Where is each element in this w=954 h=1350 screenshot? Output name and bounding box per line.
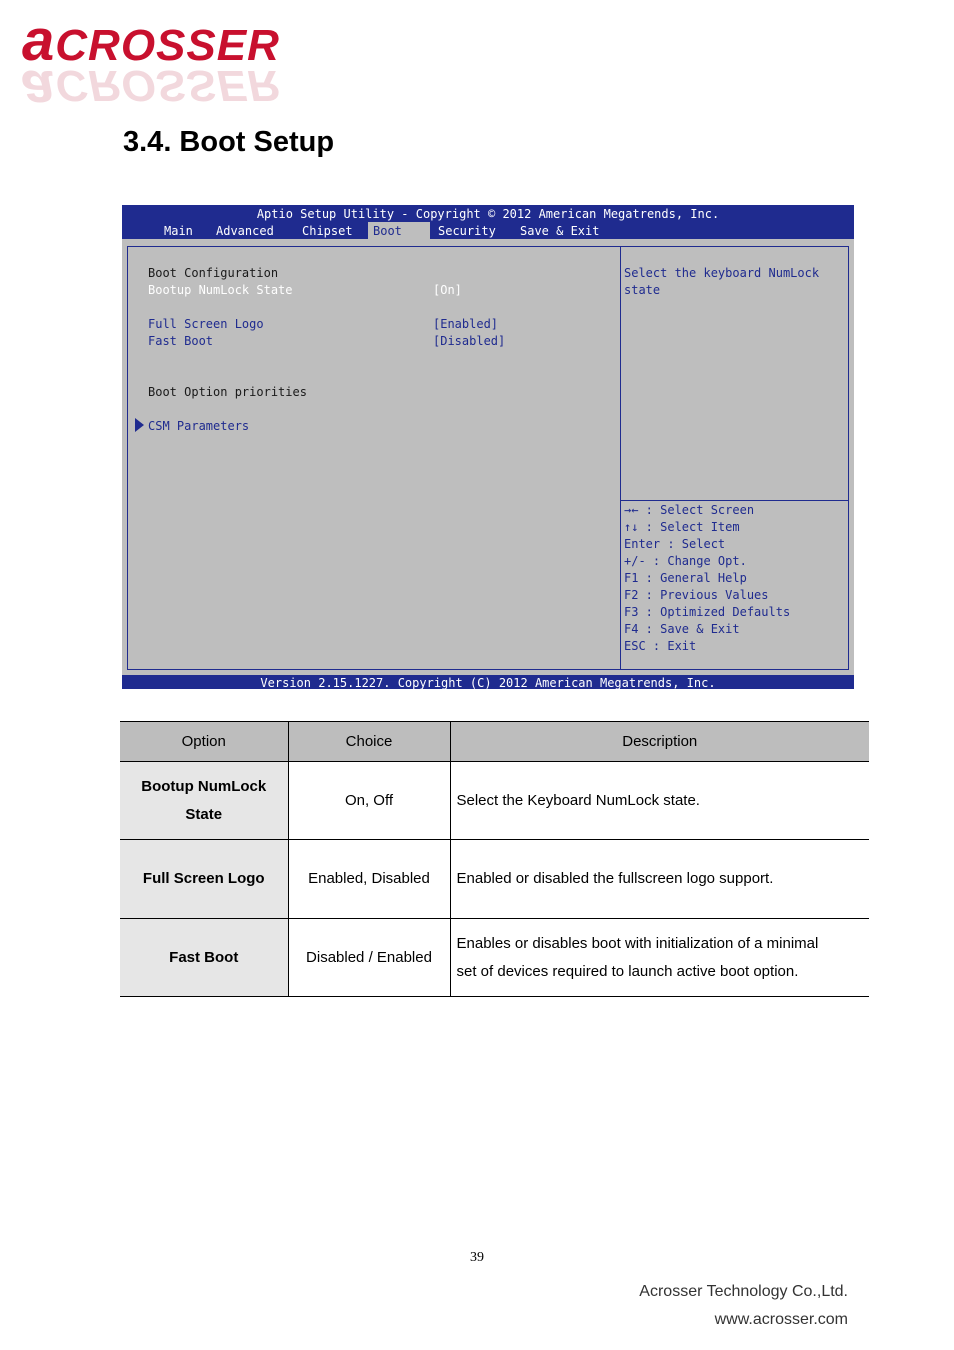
- bios-divider-vertical: [620, 247, 621, 669]
- tab-advanced[interactable]: Advanced: [216, 224, 274, 238]
- item-full-screen-logo[interactable]: Full Screen Logo: [148, 317, 264, 331]
- key-hint: F2 : Previous Values: [624, 588, 769, 602]
- key-hint: +/- : Change Opt.: [624, 554, 747, 568]
- page-number: 39: [470, 1250, 484, 1265]
- option-cell: Fast Boot: [120, 919, 288, 997]
- key-hint: F1 : General Help: [624, 571, 747, 585]
- company-footer: [639, 1278, 848, 1334]
- help-text-line: Select the keyboard NumLock: [624, 266, 820, 280]
- company-logo: [18, 8, 308, 123]
- description-cell: Enabled or disabled the fullscreen logo support.: [450, 840, 869, 919]
- option-cell: Bootup NumLock State: [120, 762, 288, 840]
- header-description: Description: [450, 722, 869, 762]
- tab-security[interactable]: Security: [438, 224, 496, 238]
- logo-text: aCROSSER: [22, 8, 280, 73]
- tab-chipset[interactable]: Chipset: [302, 224, 353, 238]
- item-csm-parameters[interactable]: CSM Parameters: [148, 419, 250, 433]
- section-boot-configuration: Boot Configuration: [148, 266, 279, 280]
- bios-title-bar: Aptio Setup Utility - Copyright © 2012 American Megatrends, Inc.: [122, 205, 854, 222]
- item-bootup-numlock-state[interactable]: Bootup NumLock State: [148, 283, 293, 297]
- value-bootup-numlock-state[interactable]: [On]: [433, 283, 462, 297]
- key-hint: F4 : Save & Exit: [624, 622, 740, 636]
- table-row: [120, 919, 869, 997]
- tab-boot[interactable]: Boot: [368, 222, 430, 239]
- key-hint: F3 : Optimized Defaults: [624, 605, 791, 619]
- bios-version-bar: Version 2.15.1227. Copyright (C) 2012 American Megatrends, Inc.: [122, 675, 854, 689]
- submenu-arrow-icon: [135, 418, 144, 432]
- choice-cell: Disabled / Enabled: [288, 919, 450, 997]
- company-name: Acrosser Technology Co.,Ltd.: [639, 1283, 848, 1300]
- header-choice: Choice: [288, 722, 450, 762]
- key-hint: Enter : Select: [624, 537, 726, 551]
- bios-menu-bar: [122, 222, 854, 239]
- bios-content-frame: [127, 246, 849, 670]
- tab-main[interactable]: Main: [164, 224, 193, 238]
- tab-save-exit[interactable]: Save & Exit: [520, 224, 600, 238]
- description-cell: Enables or disables boot with initialization of a minimal set of devices required to launch active boot option.: [450, 919, 869, 997]
- key-hint: →← : Select Screen: [624, 503, 755, 517]
- description-cell: Select the Keyboard NumLock state.: [450, 762, 869, 840]
- choice-cell: Enabled, Disabled: [288, 840, 450, 919]
- value-fast-boot[interactable]: [Disabled]: [433, 334, 506, 348]
- page-title: 3.4. Boot Setup: [123, 126, 335, 158]
- logo-reflection: aCROSSER: [22, 58, 280, 123]
- value-full-screen-logo[interactable]: [Enabled]: [433, 317, 499, 331]
- table-row: [120, 840, 869, 919]
- section-boot-option-priorities: Boot Option priorities: [148, 385, 307, 399]
- bios-divider-horizontal: [620, 500, 848, 501]
- help-text-line: state: [624, 283, 661, 297]
- table-row: [120, 762, 869, 840]
- header-option: Option: [120, 722, 288, 762]
- table-header-row: [120, 722, 869, 762]
- options-table: [120, 721, 869, 997]
- key-hint: ESC : Exit: [624, 639, 697, 653]
- key-hint: ↑↓ : Select Item: [624, 520, 740, 534]
- company-website[interactable]: www.acrosser.com: [714, 1311, 848, 1328]
- option-cell: Full Screen Logo: [120, 840, 288, 919]
- bios-screenshot: [122, 205, 854, 689]
- item-fast-boot[interactable]: Fast Boot: [148, 334, 214, 348]
- choice-cell: On, Off: [288, 762, 450, 840]
